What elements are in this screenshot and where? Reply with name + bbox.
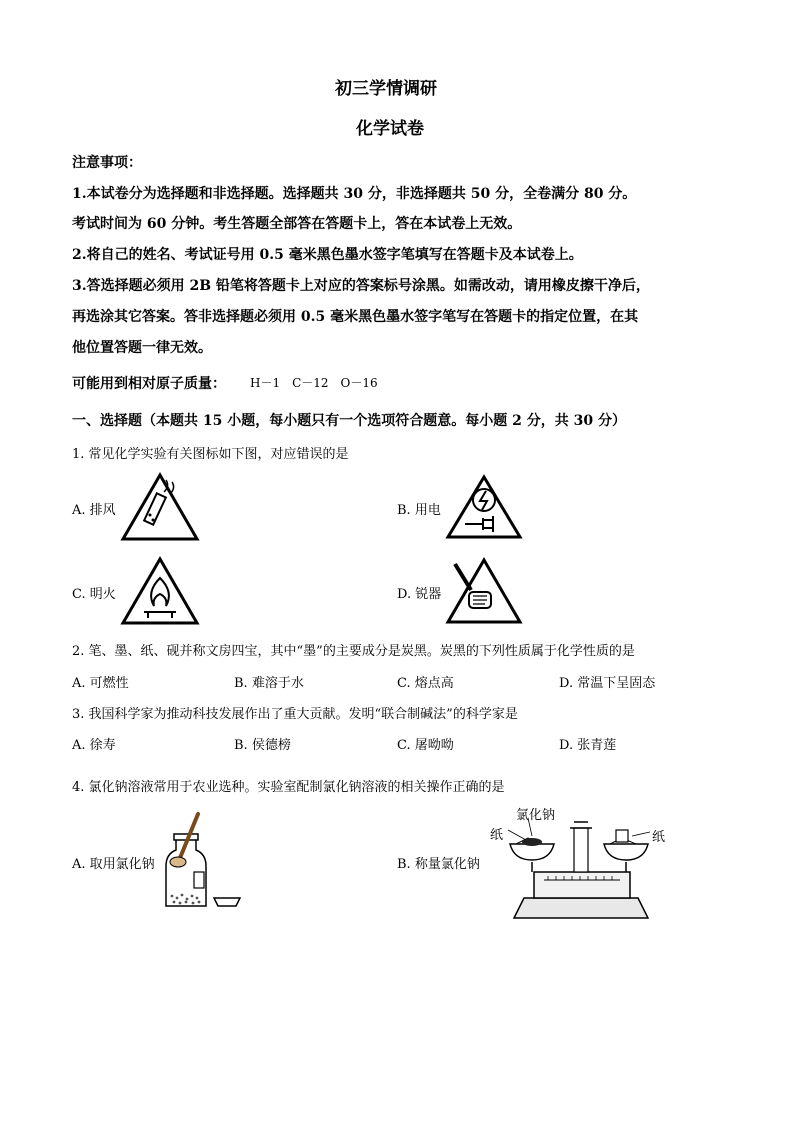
notes-heading: 注意事项： bbox=[72, 155, 142, 171]
notes-line-1: 1.本试卷分为选择题和非选择题。选择题共 30 分，非选择题共 50 分，全卷满分 80 分。 bbox=[72, 186, 637, 202]
q4-stem: 4. 氯化钠溶液常用于农业选种。实验室配制氯化钠溶液的相关操作正确的是 bbox=[72, 780, 505, 795]
atomic-mass-values: H－1 C－12 O－16 bbox=[250, 376, 378, 390]
page-title: 初三学情调研 bbox=[335, 79, 437, 99]
q1-option-a: A. 排风 bbox=[72, 503, 116, 518]
q3-option-c: C. 屠呦呦 bbox=[397, 738, 454, 753]
atomic-mass-label: 可能用到相对原子质量： bbox=[72, 376, 226, 392]
sharp-objects-icon bbox=[445, 556, 523, 628]
q2-option-d: D. 常温下呈固态 bbox=[559, 676, 656, 691]
q2-option-b: B. 难溶于水 bbox=[234, 676, 304, 691]
label-paper-right: 纸 bbox=[652, 830, 666, 845]
q1-option-c: C. 明火 bbox=[72, 587, 116, 602]
section-heading: 一、选择题（本题共 15 小题，每小题只有一个选项符合题意。每小题 2 分，共 30 分） bbox=[72, 413, 626, 429]
electricity-icon bbox=[445, 474, 523, 540]
q4-option-a: A. 取用氯化钠 bbox=[72, 857, 155, 872]
page-subtitle: 化学试卷 bbox=[356, 119, 424, 139]
q2-option-c: C. 熔点高 bbox=[397, 676, 454, 691]
q2-stem: 2. 笔、墨、纸、砚并称文房四宝，其中“墨”的主要成分是炭黑。炭黑的下列性质属于化学性质的是 bbox=[72, 644, 635, 659]
q1-option-b: B. 用电 bbox=[397, 503, 441, 518]
ventilation-icon bbox=[120, 472, 200, 542]
q1-stem: 1. 常见化学实验有关图标如下图，对应错误的是 bbox=[72, 447, 349, 462]
notes-line-5: 再选涂其它答案。答非选择题必须用 0.5 毫米黑色墨水签字笔写在答题卡的指定位置，在其 bbox=[72, 309, 639, 325]
notes-line-3: 2.将自己的姓名、考试证号用 0.5 毫米黑色墨水签字笔填写在答题卡及本试卷上。 bbox=[72, 247, 583, 263]
q3-option-d: D. 张青莲 bbox=[559, 738, 617, 753]
notes-line-6: 他位置答题一律无效。 bbox=[72, 340, 212, 356]
notes-line-2: 考试时间为 60 分钟。考生答题全部答在答题卡上，答在本试卷上无效。 bbox=[72, 216, 522, 232]
reagent-bottle-spoon-illustration bbox=[160, 810, 250, 915]
balance-scale-illustration bbox=[486, 800, 676, 922]
q4-option-b: B. 称量氯化钠 bbox=[397, 857, 480, 872]
q3-stem: 3. 我国科学家为推动科技发展作出了重大贡献。发明“联合制碱法”的科学家是 bbox=[72, 707, 518, 722]
notes-line-4: 3.答选择题必须用 2B 铅笔将答题卡上对应的答案标号涂黑。如需改动，请用橡皮擦干净后， bbox=[72, 278, 650, 294]
q1-option-d: D. 锐器 bbox=[397, 587, 442, 602]
q2-option-a: A. 可燃性 bbox=[72, 676, 129, 691]
label-paper-left: 纸 bbox=[490, 828, 504, 843]
q3-option-b: B. 侯德榜 bbox=[234, 738, 291, 753]
q3-option-a: A. 徐寿 bbox=[72, 738, 116, 753]
label-sodium-chloride: 氯化钠 bbox=[516, 808, 556, 823]
open-flame-icon bbox=[120, 556, 200, 626]
